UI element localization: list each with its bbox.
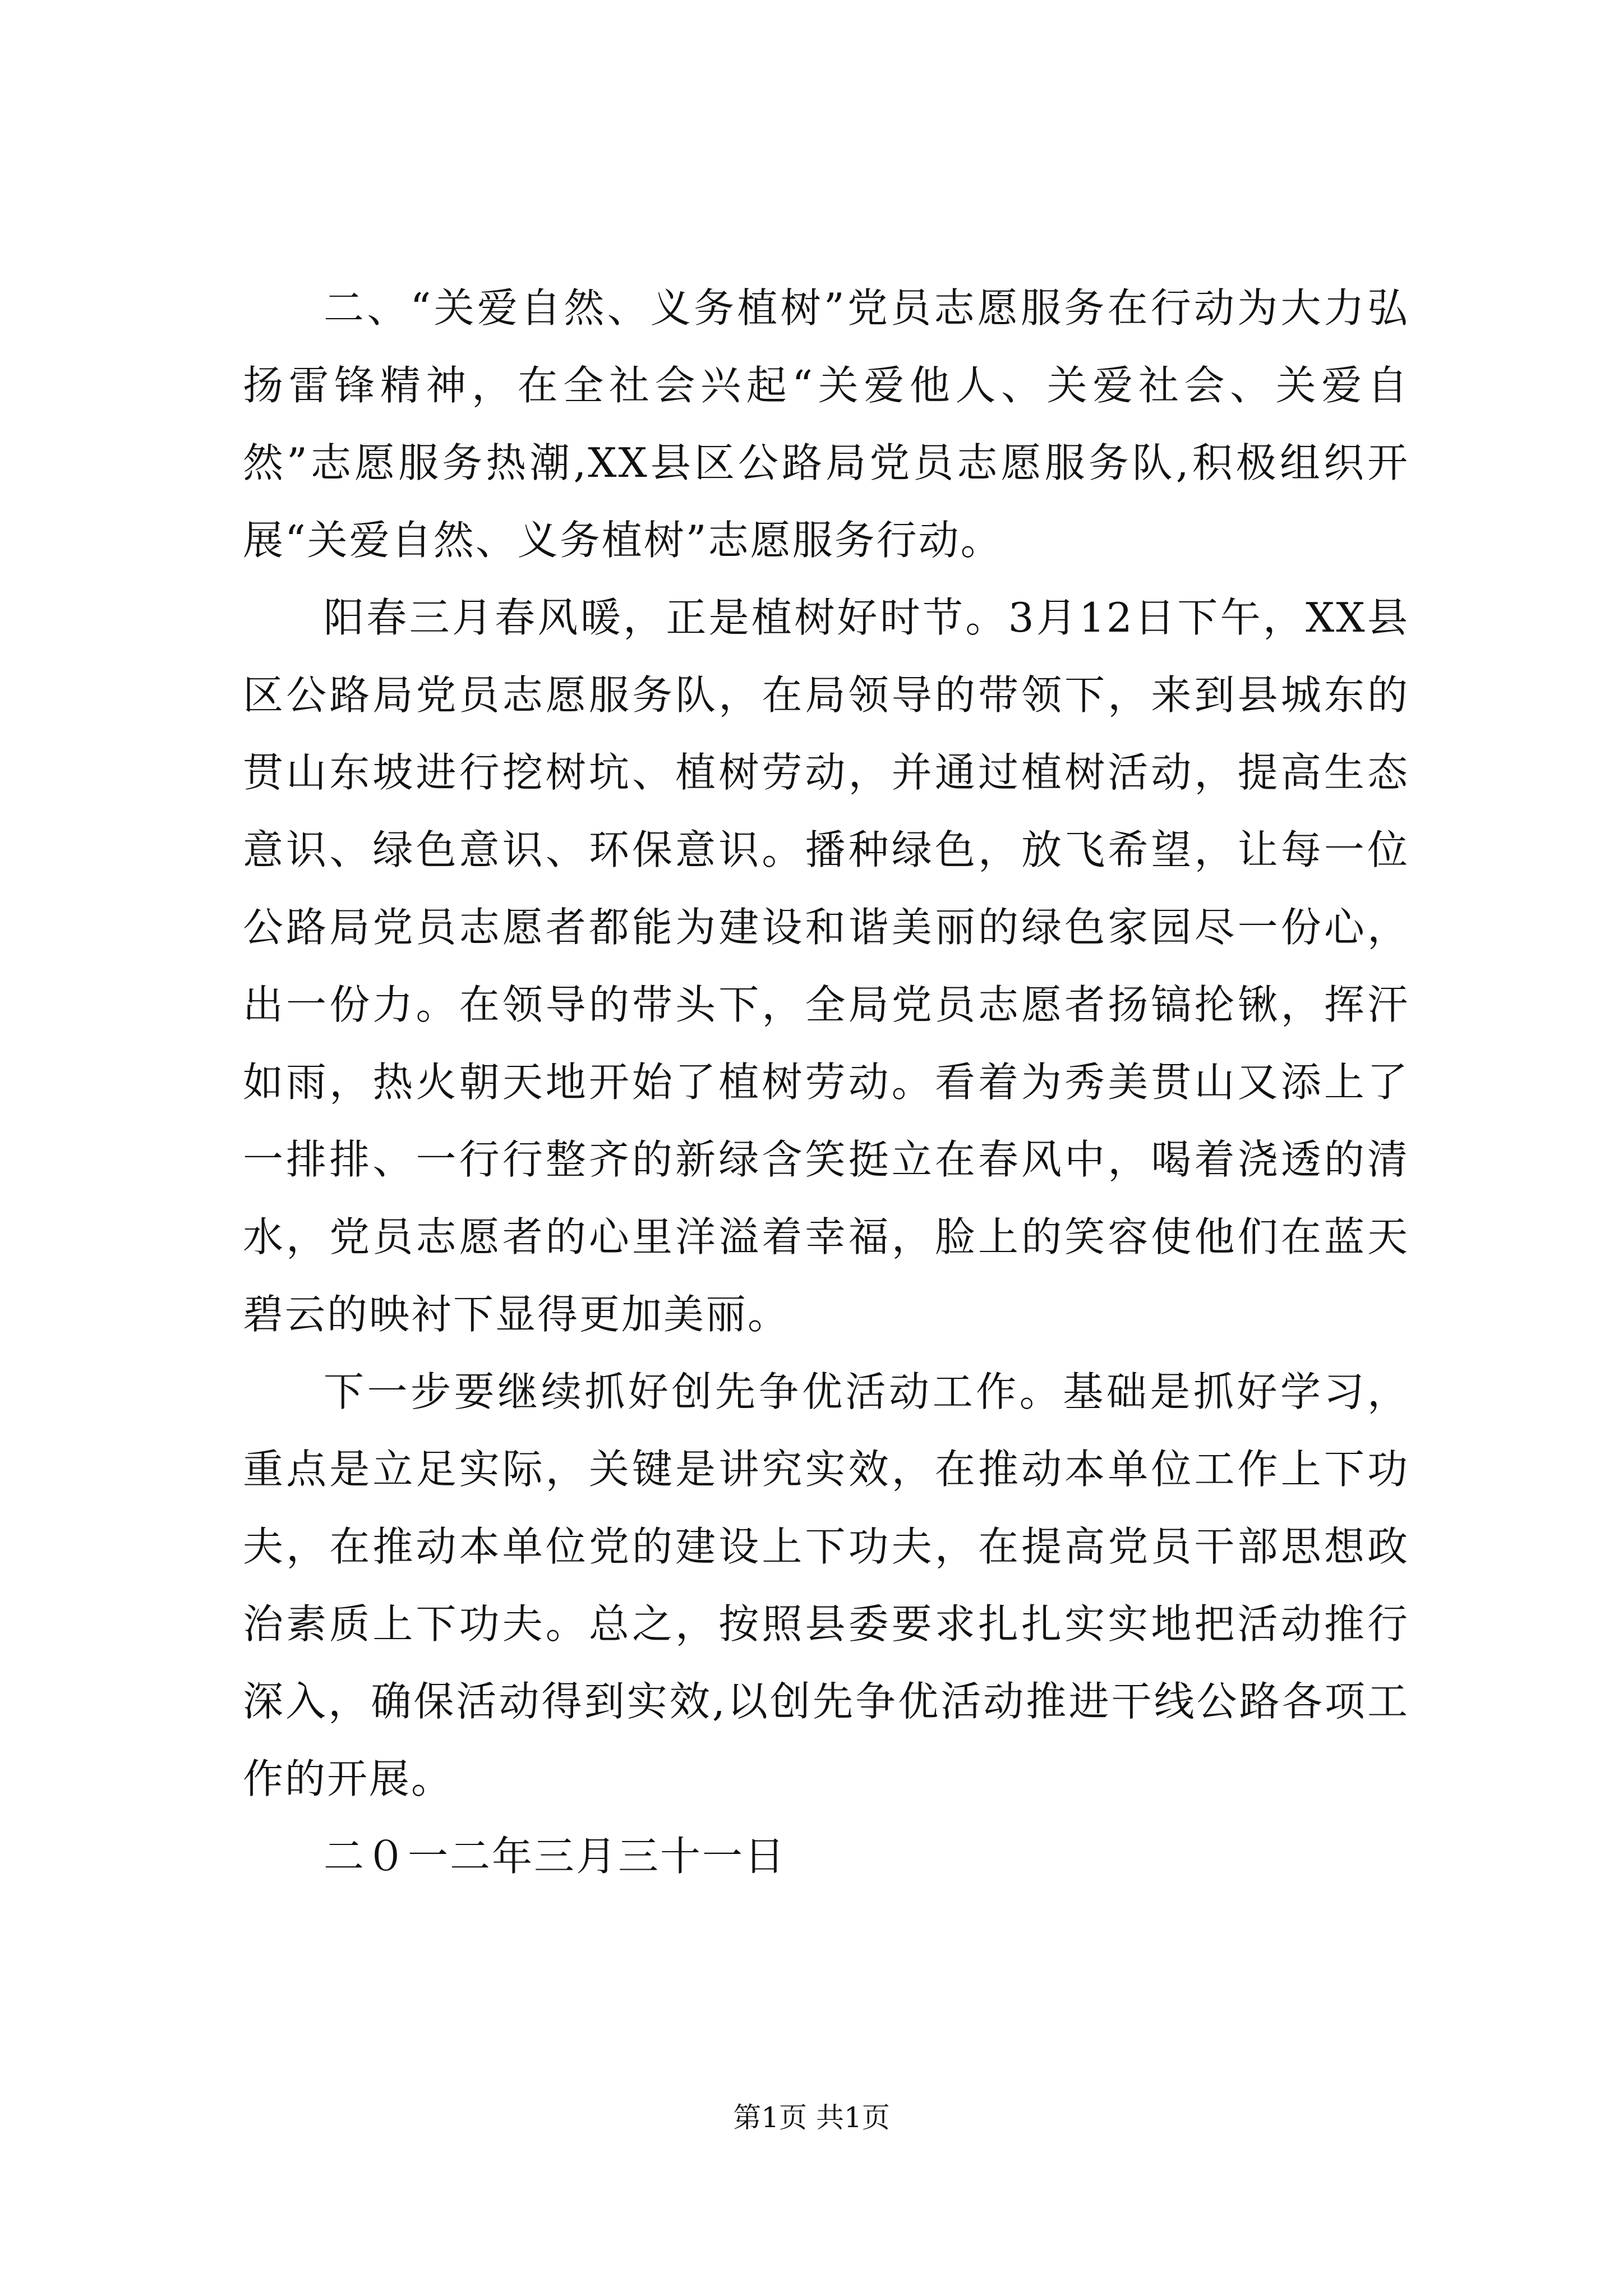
paragraph-next-steps: 下一步要继续抓好创先争优活动工作。基础是抓好学习，重点是立足实际，关键是讲究实效，在推动本单位工作上下功夫，在推动本单位党的建设上下功夫，在提高党员干部思想政治素质上下功夫。总之，按照县委要求扎扎实实地把活动推行深入，确保活动得到实效,以创先争优活动推进干线公路各项工作的开展。 <box>243 1368 1409 1802</box>
paragraph-tree-planting: 阳春三月春风暖，正是植树好时节。3月12日下午，XX县区公路局党员志愿服务队，在局领导的带领下，来到县城东的贯山东坡进行挖树坑、植树劳动，并通过植树活动，提高生态意识、绿色意识、环保意识。播种绿色，放飞希望，让每一位公路局党员志愿者都能为建设和谐美丽的绿色家园尽一份心，出一份力。在领导的带头下，全局党员志愿者扬镐抡锹，挥汗如雨，热火朝天地开始了植树劳动。看着为秀美贯山又添上了一排排、一行行整齐的新绿含笑挺立在春风中，喝着浇透的清水，党员志愿者的心里洋溢着幸福，脸上的笑容使他们在蓝天碧云的映衬下显得更加美丽。 <box>243 594 1409 1338</box>
page-number: 第1页 共1页 <box>733 2101 890 2134</box>
page-footer <box>0 2101 1623 2134</box>
document-date: 二０一二年三月三十一日 <box>324 1833 787 1880</box>
document-body <box>243 269 1409 1895</box>
paragraph-volunteer-service: 二、“关爱自然、义务植树”党员志愿服务在行动为大力弘扬雷锋精神，在全社会兴起“关爱他人、关爱社会、关爱自然”志愿服务热潮,XX县区公路局党员志愿服务队,积极组织开展“关爱自然、义务植树”志愿服务行动。 <box>243 284 1409 564</box>
